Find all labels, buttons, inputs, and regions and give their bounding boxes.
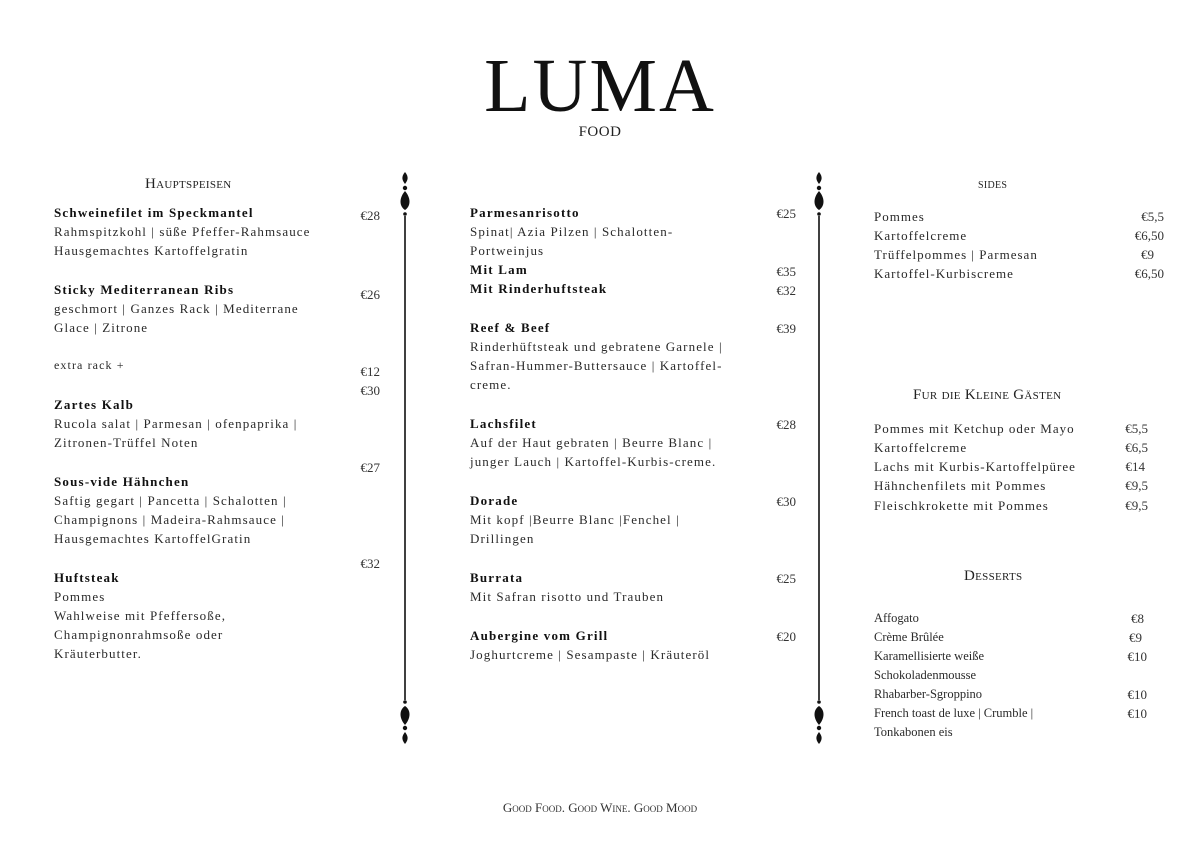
- dish-price: €25: [776, 571, 796, 586]
- dessert-price: €10: [1127, 687, 1147, 702]
- kids-item-price: €14: [1125, 459, 1145, 474]
- dessert-item: Schokoladenmousse: [874, 668, 977, 682]
- section-heading-desserts: Desserts: [964, 568, 1023, 584]
- kids-item-name: Fleischkrokette mit Pommes: [874, 498, 1049, 513]
- kids-item-price: €9,5: [1125, 478, 1148, 493]
- dish-description: Pommes: [54, 589, 106, 604]
- side-item-name: Kartoffel-Kurbiscreme: [874, 266, 1014, 281]
- section-heading-kids: Fur die Kleine Gästen: [913, 387, 1062, 403]
- dish-price: €20: [776, 629, 796, 644]
- dish-description: Rinderhüftsteak und gebratene Garnele |: [470, 339, 723, 354]
- side-item-price: €9: [1141, 247, 1154, 262]
- dessert-item: Tonkabonen eis: [874, 725, 953, 739]
- extra-option: extra rack +: [54, 358, 125, 372]
- dish-name: Sous-vide Hähnchen: [54, 474, 190, 489]
- dish-name: Dorade: [470, 493, 519, 508]
- dish-price: €25: [776, 206, 796, 221]
- dish-price: €28: [360, 208, 380, 223]
- dessert-price: €8: [1131, 611, 1144, 626]
- dessert-price: €10: [1127, 649, 1147, 664]
- dish-description: Spinat| Azia Pilzen | Schalotten-: [470, 224, 674, 239]
- dessert-price: €10: [1127, 706, 1147, 721]
- side-item-name: Kartoffelcreme: [874, 228, 968, 243]
- dish-name: Burrata: [470, 570, 524, 585]
- dish-description: Glace | Zitrone: [54, 320, 149, 335]
- dish-description: Wahlweise mit Pfeffersoße,: [54, 608, 227, 623]
- side-item-price: €6,50: [1134, 266, 1164, 281]
- kids-item-name: Hähnchenfilets mit Pommes: [874, 478, 1047, 493]
- dessert-item: Crème Brûlée: [874, 630, 944, 644]
- dish-price: €27: [360, 460, 380, 475]
- dish-description: junger Lauch | Kartoffel-Kurbis-creme.: [470, 454, 717, 469]
- dish-price: €28: [776, 417, 796, 432]
- dessert-item: Affogato: [874, 611, 919, 625]
- dish-description: Hausgemachtes KartoffelGratin: [54, 531, 252, 546]
- dessert-price: €9: [1129, 630, 1142, 645]
- dish-price: €32: [360, 556, 380, 571]
- side-item-price: €5,5: [1141, 209, 1164, 224]
- kids-item-price: €6,5: [1125, 440, 1148, 455]
- dish-price: €39: [776, 321, 796, 336]
- dish-name: Reef & Beef: [470, 320, 551, 335]
- dish-name: Huftsteak: [54, 570, 120, 585]
- kids-item-price: €5,5: [1125, 421, 1148, 436]
- dish-description: Mit kopf |Beurre Blanc |Fenchel |: [470, 512, 680, 527]
- dish-description: Hausgemachtes Kartoffelgratin: [54, 243, 249, 258]
- dish-description: Zitronen-Trüffel Noten: [54, 435, 199, 450]
- dish-description: Champignons | Madeira-Rahmsauce |: [54, 512, 286, 527]
- side-item-price: €6,50: [1134, 228, 1164, 243]
- dish-price: €26: [360, 287, 380, 302]
- dish-description: Kräuterbutter.: [54, 646, 142, 661]
- side-item-name: Trüffelpommes | Parmesan: [874, 247, 1038, 262]
- dish-price: €35: [776, 264, 796, 279]
- dish-price: €12: [360, 364, 380, 379]
- dish-description: Drillingen: [470, 531, 535, 546]
- kids-item-name: Pommes mit Ketchup oder Mayo: [874, 421, 1075, 436]
- dish-variant: Mit Lam: [470, 262, 528, 277]
- dish-name: Lachsfilet: [470, 416, 537, 431]
- dish-description: Rahmspitzkohl | süße Pfeffer-Rahmsauce: [54, 224, 311, 239]
- brand-logo: LUMA: [484, 44, 716, 128]
- kids-item-name: Kartoffelcreme: [874, 440, 968, 455]
- dish-name: Sticky Mediterranean Ribs: [54, 282, 235, 297]
- dish-price: €30: [360, 383, 380, 398]
- kids-item-price: €9,5: [1125, 498, 1148, 513]
- section-heading-sides: sides: [978, 177, 1008, 192]
- dish-price: €32: [776, 283, 796, 298]
- dish-description: Safran-Hummer-Buttersauce | Kartoffel-: [470, 358, 723, 373]
- dish-name: Parmesanrisotto: [470, 205, 580, 220]
- dish-description: creme.: [470, 377, 512, 392]
- dish-name: Aubergine vom Grill: [470, 628, 609, 643]
- footer-tagline: Good Food. Good Wine. Good Mood: [502, 800, 698, 815]
- dish-description: Rucola salat | Parmesan | ofenpaprika |: [54, 416, 298, 431]
- ornamental-divider-left: [398, 172, 412, 744]
- dish-name: Zartes Kalb: [54, 397, 135, 412]
- dessert-item: Rhabarber-Sgroppino: [874, 687, 983, 701]
- dish-description: Saftig gegart | Pancetta | Schalotten |: [54, 493, 287, 508]
- dish-name: Schweinefilet im Speckmantel: [54, 205, 254, 220]
- dish-description: Portweinjus: [470, 243, 545, 258]
- dish-variant: Mit Rinderhuftsteak: [470, 281, 608, 296]
- brand-subtitle: FOOD: [578, 124, 622, 140]
- dish-description: Joghurtcreme | Sesampaste | Kräuteröl: [470, 647, 711, 662]
- dish-description: Champignonrahmsoße oder: [54, 627, 224, 642]
- dish-description: Auf der Haut gebraten | Beurre Blanc |: [470, 435, 713, 450]
- ornamental-divider-right: [812, 172, 826, 744]
- dessert-item: Karamellisierte weiße: [874, 649, 985, 663]
- dish-description: Mit Safran risotto und Trauben: [470, 589, 665, 604]
- kids-item-name: Lachs mit Kurbis-Kartoffelpüree: [874, 459, 1076, 474]
- section-heading-hauptspeisen: Hauptspeisen: [145, 176, 232, 192]
- dish-price: €30: [776, 494, 796, 509]
- dessert-item: French toast de luxe | Crumble |: [874, 706, 1034, 720]
- side-item-name: Pommes: [874, 209, 925, 224]
- dish-description: geschmort | Ganzes Rack | Mediterrane: [54, 301, 299, 316]
